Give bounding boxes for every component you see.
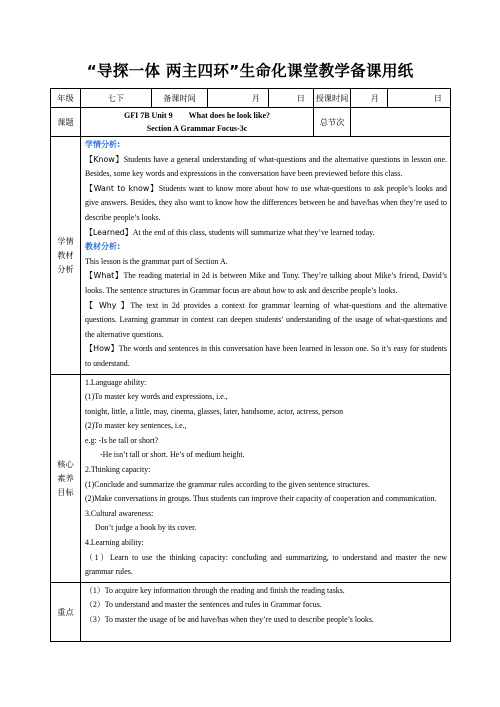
paragraph-tag: 【Learned】 — [85, 227, 133, 237]
analysis-paragraph — [85, 182, 447, 226]
paragraph-text: The words and sentences in this conversation have been learned in lesson one. So it’s easy for students to understand. — [85, 344, 447, 368]
core-goal-line: 3.Cultural awareness: — [85, 508, 154, 518]
paragraph-text: Students have a general understanding of what-questions and the alternative questions in lesson one. Besides, some key words and expressions in the conversation have been previewed before this class. — [85, 154, 447, 179]
teach-month: 月 — [351, 89, 388, 108]
core-goal-line: (1)To master key words and expressions, i.e., — [85, 392, 228, 402]
core-goal-line: （1）Learn to use the thinking capacity: concluding and summarizing, to understand and master the new grammar rules. — [85, 552, 447, 577]
topic-label: 课题 — [51, 108, 81, 137]
core-goal-line: -He isn’t tall or short. He’s of medium height. — [100, 450, 245, 460]
analysis-paragraph — [85, 153, 447, 182]
paragraph-tag: 【 Why 】 — [85, 300, 131, 310]
paragraph-text: Students want to know more about how to use what-questions to ask people’s looks and give answers. Besides, they also want to know how the differences between be and have/has when they’re used to describe people’s looks. — [85, 183, 447, 222]
analysis-label-line-2: 教材 — [57, 250, 74, 261]
core-label-line-2: 素养 — [57, 473, 74, 484]
analysis-label-line-3: 分析 — [57, 264, 74, 275]
analysis-label-line-1: 学情 — [57, 236, 74, 247]
document-title: “导探一体 两主四环”生命化课堂教学备课用纸 — [86, 62, 414, 80]
lesson-topic — [81, 108, 314, 137]
core-goals-content — [81, 374, 451, 582]
core-goal-line: e.g: -Is he tall or short? — [85, 435, 159, 445]
core-label — [51, 374, 81, 582]
core-goal-line: (2)Make conversations in groups. Thus students can improve their capacity of cooperation and communication. — [85, 494, 437, 504]
analysis-heading: 学情分析: — [85, 140, 121, 149]
grade-value: 七下 — [81, 89, 152, 108]
lesson-topic-line-2: Section A Grammar Focus-3c — [146, 124, 248, 133]
paragraph-text: The text in 2d provides a context for grammar learning of what-questions and the alternative questions. Learning grammar in context can deepen students’ understanding of the usage of what-questions and the alternative questions. — [85, 300, 447, 339]
core-goal-line: (2)To master key sentences, i.e., — [85, 421, 187, 431]
paragraph-tag: 【How】 — [85, 344, 119, 354]
key-points-label: 重点 — [51, 582, 81, 641]
analysis-label — [51, 137, 81, 375]
paragraph-tag: 【Know】 — [85, 154, 124, 164]
analysis-heading: 教材分析: — [85, 242, 121, 252]
key-points-content — [81, 582, 451, 641]
total-periods-value — [351, 108, 451, 137]
key-points-row — [51, 582, 451, 641]
lesson-topic-line-1: GFI 7B Unit 9 What does he look like? — [123, 111, 270, 120]
core-row — [51, 374, 451, 582]
lesson-plan-table — [50, 88, 451, 642]
prep-month: 月 — [208, 89, 269, 108]
key-point-line: （1）To acquire key information through the reading and finish the reading tasks. — [85, 585, 345, 595]
analysis-paragraph — [85, 226, 447, 241]
core-goal-line: 2.Thinking capacity: — [85, 465, 151, 475]
paragraph-text: At the end of this class, students will summarize what they’ve learned today. — [132, 227, 375, 237]
core-goal-line: 4.Learning ability: — [85, 538, 144, 548]
core-goal-line: (1)Conclude and summarize the grammar rules according to the given sentence structures. — [85, 479, 370, 489]
analysis-paragraph — [85, 299, 447, 343]
topic-row — [51, 108, 451, 137]
prep-day: 日 — [269, 89, 314, 108]
analysis-paragraph: This lesson is the grammar part of Section A. — [85, 256, 228, 266]
key-point-line: （3）To master the usage of be and have/has when they’re used to describe people’s looks. — [85, 615, 374, 624]
key-point-line: （2）To understand and master the sentences and rules in Grammar focus. — [85, 600, 322, 610]
analysis-paragraph — [85, 269, 447, 298]
analysis-content — [81, 137, 451, 375]
prep-time-label: 备课时间 — [152, 89, 208, 108]
analysis-row — [51, 137, 451, 375]
core-goal-line: Don’t judge a book by its cover. — [95, 523, 197, 533]
header-row — [51, 89, 451, 108]
teach-time-label: 授课时间 — [314, 89, 351, 108]
analysis-paragraph — [85, 342, 447, 371]
paragraph-tag: 【Want to know】 — [85, 183, 159, 193]
total-periods-label: 总节次 — [314, 108, 351, 137]
core-label-line-3: 目标 — [57, 487, 74, 498]
teach-day: 日 — [388, 89, 451, 108]
core-label-line-1: 核心 — [57, 459, 74, 470]
paragraph-text: The reading material in 2d is between Mike and Tony. They’re talking about Mike’s friend, David’s looks. The sentence structures in Grammar focus are about how to ask and describe people’s looks. — [85, 271, 447, 295]
grade-label: 年级 — [51, 89, 81, 108]
core-goal-line: tonight, little, a little, may, cinema, glasses, later, handsome, actor, actress, person — [85, 406, 344, 416]
paragraph-tag: 【What】 — [85, 271, 124, 281]
core-goal-line: 1.Language ability: — [85, 377, 147, 387]
